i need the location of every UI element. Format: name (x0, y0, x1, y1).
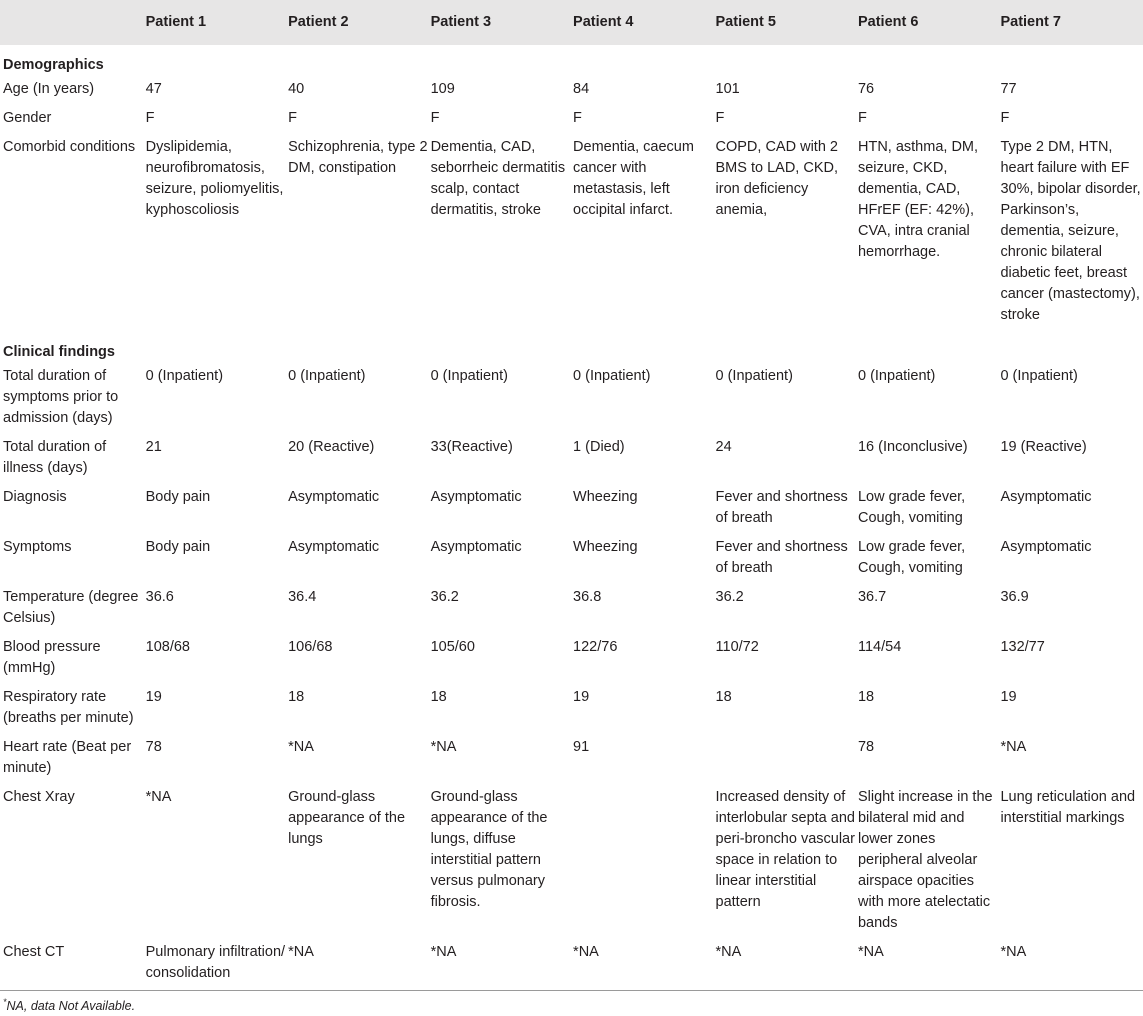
table-cell: Ground-glass appearance of the lungs, diffuse interstitial pattern versus pulmonary fibrosis. (430, 789, 548, 910)
table-row (0, 585, 1143, 635)
table-row (0, 635, 1143, 685)
table-cell: Ground-glass appearance of the lungs (288, 789, 406, 847)
section-title: Demographics (3, 57, 104, 73)
header-cell-label (0, 0, 146, 45)
table-cell: *NA (715, 944, 742, 960)
header-cell-patient-2: Patient 2 (288, 0, 430, 45)
table-cell: *NA (1000, 739, 1027, 755)
table-cell: F (145, 110, 155, 126)
row-label: Blood pressure (mmHg) (3, 639, 101, 676)
table-cell: Wheezing (573, 539, 638, 555)
header-cell-patient-7: Patient 7 (1000, 0, 1143, 45)
table-cell: 19 (1000, 689, 1017, 705)
table-cell: HTN, asthma, DM, seizure, CKD, dementia, CAD, HFrEF (EF: 42%), CVA, intra cranial hemorrhage. (857, 139, 979, 260)
table-cell: 0 (Inpatient) (288, 368, 366, 384)
table-row (0, 135, 1143, 332)
table-row (0, 535, 1143, 585)
table-row (0, 735, 1143, 785)
table-cell: Slight increase in the bilateral mid and lower zones peripheral alveolar airspace opacities with more atelectatic bands (857, 789, 993, 931)
table-cell: 36.9 (1000, 589, 1029, 605)
section-title: Clinical findings (3, 344, 115, 360)
row-label: Comorbid conditions (3, 139, 136, 155)
table-cell: 33(Reactive) (430, 439, 513, 455)
table-cell: *NA (288, 944, 314, 960)
table-row (0, 485, 1143, 535)
table-cell: 0 (Inpatient) (430, 368, 508, 384)
row-label: Total duration of illness (days) (3, 439, 107, 476)
table-row (0, 364, 1143, 435)
row-label: Total duration of symptoms prior to admission (days) (3, 368, 119, 426)
table-cell: 18 (857, 689, 875, 705)
table-cell: 84 (573, 81, 590, 97)
table-cell: Type 2 DM, HTN, heart failure with EF 30%, bipolar disorder, Parkinson’s, dementia, seizure, chronic bilateral diabetic feet, breast cancer (mastectomy), stroke (1000, 139, 1141, 323)
table-cell: Asymptomatic (430, 489, 522, 505)
table-cell: COPD, CAD with 2 BMS to LAD, CKD, iron deficiency anemia, (715, 139, 838, 218)
table-cell: Wheezing (573, 489, 638, 505)
table-cell: Lung reticulation and interstitial markings (1000, 789, 1136, 826)
table-cell: Asymptomatic (1000, 489, 1092, 505)
table-cell: Low grade fever, Cough, vomiting (857, 539, 966, 576)
header-cell-patient-3: Patient 3 (431, 0, 573, 45)
table-cell: *NA (430, 739, 457, 755)
table-cell: *NA (430, 944, 457, 960)
table-row (0, 77, 1143, 106)
table-cell: 0 (Inpatient) (573, 368, 651, 384)
table-cell: Dementia, CAD, seborrheic dermatitis scalp, contact dermatitis, stroke (430, 139, 566, 218)
table-cell: *NA (573, 944, 599, 960)
table-cell: Schizophrenia, type 2 DM, constipation (288, 139, 428, 176)
table-cell: 36.2 (715, 589, 744, 605)
table-cell: Asymptomatic (288, 539, 380, 555)
table-cell: 0 (Inpatient) (857, 368, 936, 384)
table-cell: *NA (288, 739, 314, 755)
table-cell (716, 735, 858, 785)
table-cell: 21 (145, 439, 162, 455)
table-cell: 36.7 (857, 589, 887, 605)
table-cell: 16 (Inconclusive) (857, 439, 968, 455)
table-cell: 18 (288, 689, 305, 705)
table-cell: F (857, 110, 867, 126)
header-cell-patient-5: Patient 5 (716, 0, 858, 45)
table-cell: 24 (715, 439, 732, 455)
footnote-marker: * (3, 997, 7, 1007)
table-cell: 36.2 (430, 589, 459, 605)
table-cell: Fever and shortness of breath (715, 489, 848, 526)
header-row (0, 0, 1143, 45)
table-cell: Dyslipidemia, neurofibromatosis, seizure, poliomyelitis, kyphoscoliosis (145, 139, 284, 218)
table-cell: 20 (Reactive) (288, 439, 375, 455)
table-row (0, 940, 1143, 991)
table-cell: 19 (Reactive) (1000, 439, 1087, 455)
row-label: Diagnosis (3, 489, 67, 505)
table-cell: 40 (288, 81, 305, 97)
section-row (0, 332, 1143, 364)
footnote-text: NA, data Not Available. (6, 999, 136, 1014)
table-cell: Dementia, caecum cancer with metastasis, left occipital infarct. (573, 139, 694, 218)
table-cell: 47 (145, 81, 162, 97)
table-cell: 36.4 (288, 589, 317, 605)
table-cell: 78 (857, 739, 875, 755)
table-cell: 109 (430, 81, 455, 97)
table-cell: 122/76 (573, 639, 618, 655)
table-cell: F (288, 110, 297, 126)
table-cell: 110/72 (715, 639, 759, 655)
table-cell: 114/54 (857, 639, 902, 655)
table-cell: Fever and shortness of breath (715, 539, 848, 576)
table-cell: 19 (145, 689, 162, 705)
row-label: Chest Xray (3, 789, 75, 805)
table-cell: Asymptomatic (288, 489, 380, 505)
table-cell: 91 (573, 739, 590, 755)
row-label: Temperature (degree Celsius) (3, 589, 139, 626)
table-cell: F (1000, 110, 1010, 126)
table-cell: F (715, 110, 725, 126)
table-cell: 101 (715, 81, 740, 97)
row-label: Heart rate (Beat per minute) (3, 739, 132, 776)
table-cell: 19 (573, 689, 590, 705)
table-cell: 36.6 (145, 589, 174, 605)
row-label: Chest CT (3, 944, 65, 960)
table-cell (573, 785, 715, 940)
header-cell-patient-1: Patient 1 (146, 0, 288, 45)
table-cell: Asymptomatic (1000, 539, 1092, 555)
table-cell: 0 (Inpatient) (715, 368, 793, 384)
row-label: Gender (3, 110, 52, 126)
row-label: Symptoms (3, 539, 72, 555)
table-cell: 77 (1000, 81, 1017, 97)
table-cell: 78 (145, 739, 162, 755)
table-cell: 76 (857, 81, 875, 97)
header-cell-patient-4: Patient 4 (573, 0, 715, 45)
table-cell: 36.8 (573, 589, 602, 605)
table-cell: Body pain (145, 489, 211, 505)
table-cell: 18 (430, 689, 447, 705)
footnote (3, 997, 135, 1013)
table-cell: 0 (Inpatient) (1000, 368, 1078, 384)
table-cell: 18 (715, 689, 732, 705)
row-label: Respiratory rate (breaths per minute) (3, 689, 134, 726)
table-cell: Pulmonary infiltration/ consolidation (145, 944, 286, 981)
table-cell: *NA (145, 789, 172, 805)
table-cell: F (573, 110, 582, 126)
table-cell: 1 (Died) (573, 439, 625, 455)
table-cell: F (430, 110, 440, 126)
header-cell-patient-6: Patient 6 (858, 0, 1000, 45)
table-cell: Increased density of interlobular septa and peri-broncho vascular space in relation to linear interstitial pattern (715, 789, 855, 910)
table-cell: 0 (Inpatient) (145, 368, 224, 384)
table-cell: Asymptomatic (430, 539, 522, 555)
table-row (0, 785, 1143, 940)
table-cell: Low grade fever, Cough, vomiting (857, 489, 966, 526)
table-cell: 132/77 (1000, 639, 1045, 655)
table-row (0, 685, 1143, 735)
table-body (0, 45, 1143, 991)
table-cell: *NA (857, 944, 884, 960)
table-row (0, 435, 1143, 485)
table-cell: *NA (1000, 944, 1027, 960)
table-row (0, 106, 1143, 135)
row-label: Age (In years) (3, 81, 95, 97)
table-cell: 108/68 (145, 639, 190, 655)
table-cell: Body pain (145, 539, 211, 555)
table-cell: 105/60 (430, 639, 475, 655)
table-cell: 106/68 (288, 639, 333, 655)
section-row (0, 45, 1143, 77)
